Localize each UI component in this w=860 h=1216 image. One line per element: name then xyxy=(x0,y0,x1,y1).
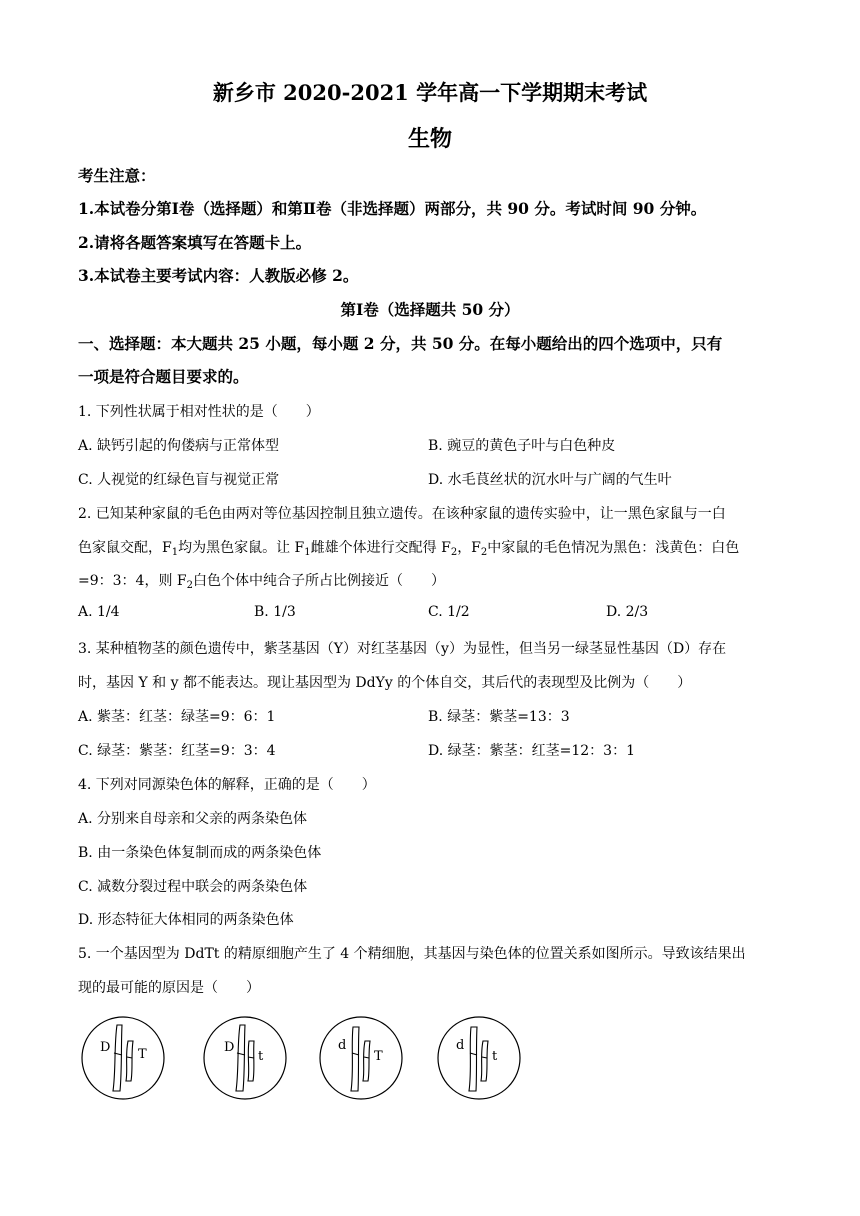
sperm-cell-1 xyxy=(80,1015,166,1101)
sperm-cell-2 xyxy=(202,1015,288,1101)
q1-option-a: A. 缺钙引起的佝偻病与正常体型 xyxy=(78,438,280,454)
q2-option-d: D. 2/3 xyxy=(606,604,649,620)
q2-stem-line1: 2. 已知某种家鼠的毛色由两对等位基因控制且独立遗传。在该种家鼠的遗传实验中，让一黑色家鼠与一白 xyxy=(78,506,726,522)
q3-option-b: B. 绿茎：紫茎=13：3 xyxy=(428,709,570,725)
gene-label: D xyxy=(224,1040,235,1055)
q2-text-a: 色家鼠交配，F xyxy=(78,540,172,556)
f-subscript: 1 xyxy=(304,547,311,558)
q3-stem-line2: 时，基因 Y 和 y 都不能表达。现让基因型为 DdYy 的个体自交，其后代的表现型及比例为（ ） xyxy=(78,675,692,691)
q1-option-d: D. 水毛茛丝状的沉水叶与广阔的气生叶 xyxy=(428,472,672,488)
q2-option-c: C. 1/2 xyxy=(428,604,470,620)
section-instruction-line2: 一项是符合题目要求的。 xyxy=(78,367,249,386)
q1-stem: 1. 下列性状属于相对性状的是（ ） xyxy=(78,404,320,420)
notice-item-3: 3.本试卷主要考试内容：人教版必修 2。 xyxy=(78,266,359,285)
q1-option-b: B. 豌豆的黄色子叶与白色种皮 xyxy=(428,438,616,454)
q5-stem-line1: 5. 一个基因型为 DdTt 的精原细胞产生了 4 个精细胞，其基因与染色体的位置关系如图所示。导致该结果出 xyxy=(78,946,746,962)
q2-stem-line2 xyxy=(78,537,739,557)
q5-figure xyxy=(80,1015,540,1105)
section-title: 第Ⅰ卷（选择题共 50 分） xyxy=(340,300,520,319)
f-subscript: 2 xyxy=(450,547,458,558)
gene-label: d xyxy=(456,1038,465,1053)
q3-option-d: D. 绿茎：紫茎：红茎=12：3：1 xyxy=(428,743,635,759)
q2-text-d: ，F xyxy=(457,540,481,556)
q2-text-c: 雌雄个体进行交配得 F xyxy=(310,540,451,556)
notice-heading: 考生注意： xyxy=(78,166,156,185)
exam-title: 新乡市 2020-2021 学年高一下学期期末考试 xyxy=(212,80,648,105)
q4-option-b: B. 由一条染色体复制而成的两条染色体 xyxy=(78,845,322,861)
q4-option-a: A. 分别来自母亲和父亲的两条染色体 xyxy=(78,811,308,827)
f-subscript: 1 xyxy=(171,547,179,558)
q5-stem-line2: 现的最可能的原因是（ ） xyxy=(78,980,260,996)
gene-label: t xyxy=(258,1049,264,1064)
gene-label: d xyxy=(338,1038,347,1053)
f-subscript: 2 xyxy=(186,580,193,591)
q4-option-c: C. 减数分裂过程中联会的两条染色体 xyxy=(78,879,308,895)
q2-text-b: 均为黑色家鼠。让 F xyxy=(178,540,305,556)
gene-label: D xyxy=(100,1040,111,1055)
sperm-cell-4 xyxy=(436,1015,522,1101)
q2-text-g: 白色个体中纯合子所占比例接近（ ） xyxy=(193,573,445,589)
gene-label: t xyxy=(492,1049,498,1064)
q1-option-c: C. 人视觉的红绿色盲与视觉正常 xyxy=(78,472,280,488)
q2-text-f: =9：3：4，则 F xyxy=(78,573,187,589)
sperm-cell-3 xyxy=(318,1015,404,1101)
q2-option-a: A. 1/4 xyxy=(78,604,120,620)
q4-option-d: D. 形态特征大体相同的两条染色体 xyxy=(78,912,294,928)
section-instruction-line1: 一、选择题：本大题共 25 小题，每小题 2 分，共 50 分。在每小题给出的四个选项中，只有 xyxy=(78,334,723,353)
q3-option-c: C. 绿茎：紫茎：红茎=9：3：4 xyxy=(78,743,276,759)
q3-stem-line1: 3. 某种植物茎的颜色遗传中，紫茎基因（Y）对红茎基因（y）为显性，但当另一绿茎显性基因（D）存在 xyxy=(78,641,727,657)
q2-text-e: 中家鼠的毛色情况为黑色：浅黄色：白色 xyxy=(487,540,740,556)
gene-label: T xyxy=(374,1049,383,1064)
gene-label: T xyxy=(138,1047,147,1062)
notice-item-2: 2.请将各题答案填写在答题卡上。 xyxy=(78,233,312,252)
notice-item-1: 1.本试卷分第Ⅰ卷（选择题）和第Ⅱ卷（非选择题）两部分，共 90 分。考试时间 90 分钟。 xyxy=(78,199,707,218)
f-subscript: 2 xyxy=(480,547,488,558)
q3-option-a: A. 紫茎：红茎：绿茎=9：6：1 xyxy=(78,709,276,725)
q4-stem: 4. 下列对同源染色体的解释，正确的是（ ） xyxy=(78,777,376,793)
subject-title: 生物 xyxy=(407,126,452,152)
q2-stem-line3 xyxy=(78,570,445,590)
q2-option-b: B. 1/3 xyxy=(254,604,296,620)
